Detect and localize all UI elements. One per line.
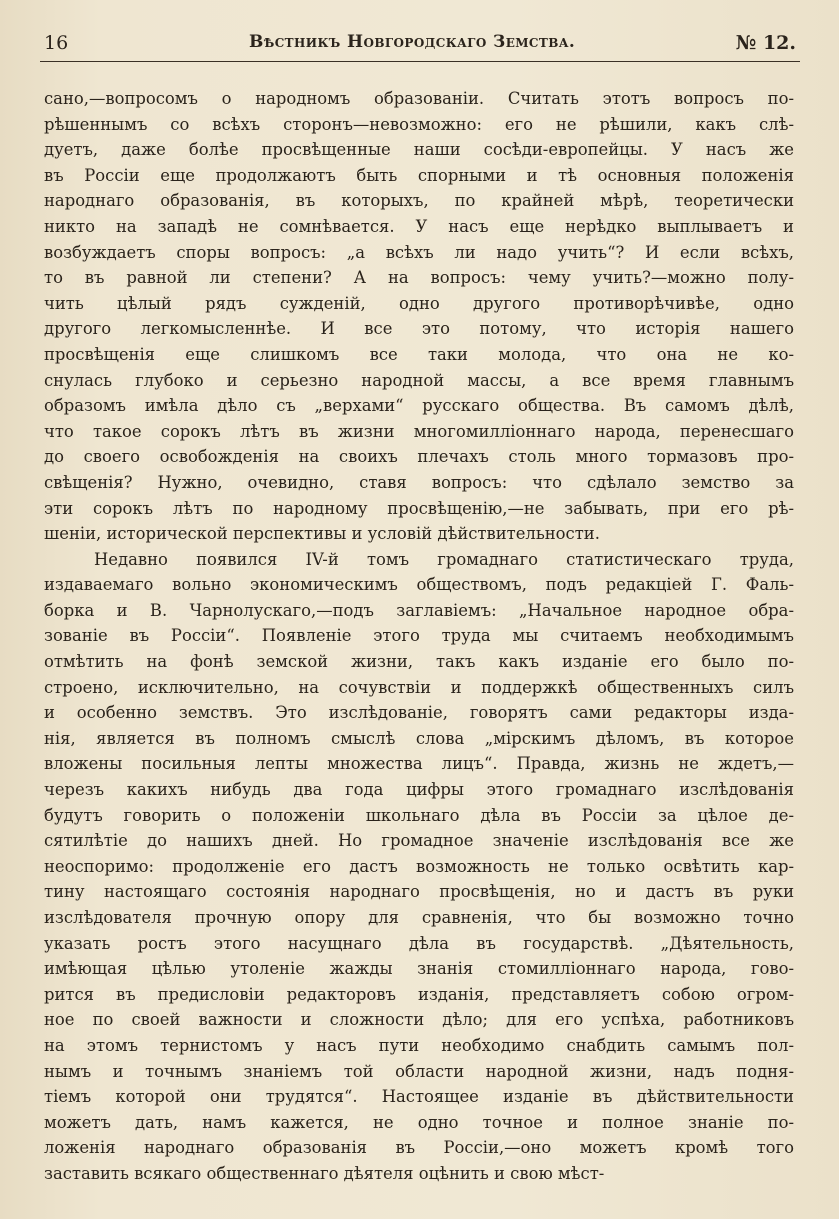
text-line: заставить всякаго общественнаго дѣятеля оцѣнить и свою мѣст- — [44, 1163, 605, 1183]
text-line: зованіе въ Россіи“. Появленіе этого труда мы считаемъ необходимымъ — [44, 626, 794, 646]
paragraph — [44, 86, 794, 547]
text-line: тину настоящаго состоянія народнаго просвѣщенія, но и дастъ въ руки — [44, 882, 794, 902]
text-line: рится въ предисловіи редакторовъ изданія, представляетъ собою огром- — [44, 984, 794, 1004]
text-line: неоспоримо: продолженіе его дастъ возможность не только освѣтить кар- — [44, 856, 794, 876]
text-line: ное по своей важности и сложности дѣло; для его успѣха, работниковъ — [44, 1010, 794, 1030]
text-line: издаваемаго вольно экономическимъ обществомъ, подъ редакціей Г. Фаль- — [44, 575, 794, 595]
text-line: можетъ дать, намъ кажется, не одно точное и полное знаніе по- — [44, 1112, 794, 1132]
journal-title: Вѣстникъ Новгородскаго Земства. — [249, 32, 576, 52]
text-line: снулась глубоко и серьезно народной массы, а все время главнымъ — [44, 370, 794, 390]
page-number: 16 — [44, 32, 69, 54]
text-line: тіемъ которой они трудятся“. Настоящее изданіе въ дѣйствительности — [44, 1087, 794, 1107]
text-line: на этомъ тернистомъ у насъ пути необходимо снабдить самымъ пол- — [44, 1035, 794, 1055]
issue-number: № 12. — [735, 32, 796, 54]
text-line: и особенно земствъ. Это изслѣдованіе, говорятъ сами редакторы изда- — [44, 703, 794, 723]
text-line: вложены посильныя лепты множества лицъ“. Правда, жизнь не ждетъ,— — [44, 754, 794, 774]
text-line: указать ростъ этого насущнаго дѣла въ государствѣ. „Дѣятельность, — [44, 933, 794, 953]
text-line: строено, исключительно, на сочувствіи и поддержкѣ общественныхъ силъ — [44, 677, 794, 697]
text-line: сано,—вопросомъ о народномъ образованіи. Считать этотъ вопросъ по- — [44, 89, 794, 108]
text-line: образомъ имѣла дѣло съ „верхами“ русскаго общества. Въ самомъ дѣлѣ, — [44, 396, 794, 416]
text-line: свѣщенія? Нужно, очевидно, ставя вопросъ: что сдѣлало земство за — [44, 472, 794, 492]
text-line: другого легкомысленнѣе. И все это потому, что исторія нашего — [44, 319, 794, 339]
text-line: рѣшеннымъ со всѣхъ сторонъ—невозможно: его не рѣшили, какъ слѣ- — [44, 114, 794, 134]
running-header — [44, 30, 796, 60]
text-line: борка и В. Чарнолускаго,—подъ заглавіемъ: „Начальное народное обра- — [44, 600, 794, 620]
text-line: шеніи, исторической перспективы и условій дѣйствительности. — [44, 524, 600, 544]
text-line: отмѣтить на фонѣ земской жизни, такъ какъ изданіе его было по- — [44, 652, 794, 672]
text-line: дуетъ, даже болѣе просвѣщенные наши сосѣди-европейцы. У насъ же — [44, 140, 794, 160]
text-line: эти сорокъ лѣтъ по народному просвѣщенію,—не забывать, при его рѣ- — [44, 498, 794, 518]
text-line: чить цѣлый рядъ сужденій, одно другого противорѣчивѣе, одно — [44, 293, 794, 313]
text-line: изслѣдователя прочную опору для сравненія, что бы возможно точно — [44, 908, 794, 927]
text-line: ложенія народнаго образованія въ Россіи,—оно можетъ кромѣ того — [44, 1138, 794, 1158]
text-line: черезъ какихъ нибудь два года цифры этого громаднаго изслѣдованія — [44, 780, 794, 800]
text-line: въ Россіи еще продолжаютъ быть спорными и тѣ основныя положенія — [44, 165, 794, 185]
text-line: нымъ и точнымъ знаніемъ той области народной жизни, надъ подня- — [44, 1061, 794, 1081]
text-line: имѣющая цѣлью утоленіе жажды знанія стомилліоннаго народа, гово- — [44, 959, 794, 979]
text-line: будутъ говорить о положеніи школьнаго дѣла въ Россіи за цѣлое де- — [44, 805, 794, 825]
text-line: возбуждаетъ споры вопросъ: „а всѣхъ ли надо учить“? И если всѣхъ, — [44, 242, 794, 262]
article-body — [44, 86, 794, 1187]
text-line: то въ равной ли степени? А на вопросъ: чему учить?—можно полу- — [44, 268, 794, 288]
text-line: до своего освобожденія на своихъ плечахъ столь много тормазовъ про- — [44, 447, 794, 467]
header-rule — [40, 61, 800, 62]
text-line: народнаго образованія, въ которыхъ, по крайней мѣрѣ, теоретически — [44, 191, 794, 211]
text-line: что такое сорокъ лѣтъ въ жизни многомилліоннаго народа, перенесшаго — [44, 421, 794, 441]
text-line: просвѣщенія еще слишкомъ все таки молода, что она не ко- — [44, 344, 794, 364]
text-line: Недавно появился IV-й томъ громаднаго статистическаго труда, — [94, 549, 794, 569]
text-line: сятилѣтіе до нашихъ дней. Но громадное значеніе изслѣдованія все же — [44, 831, 794, 851]
paragraph — [44, 547, 794, 1187]
text-line: никто на западѣ не сомнѣвается. У насъ еще нерѣдко выплываетъ и — [44, 216, 794, 236]
text-line: нія, является въ полномъ смыслѣ слова „мірскимъ дѣломъ, въ которое — [44, 728, 794, 748]
